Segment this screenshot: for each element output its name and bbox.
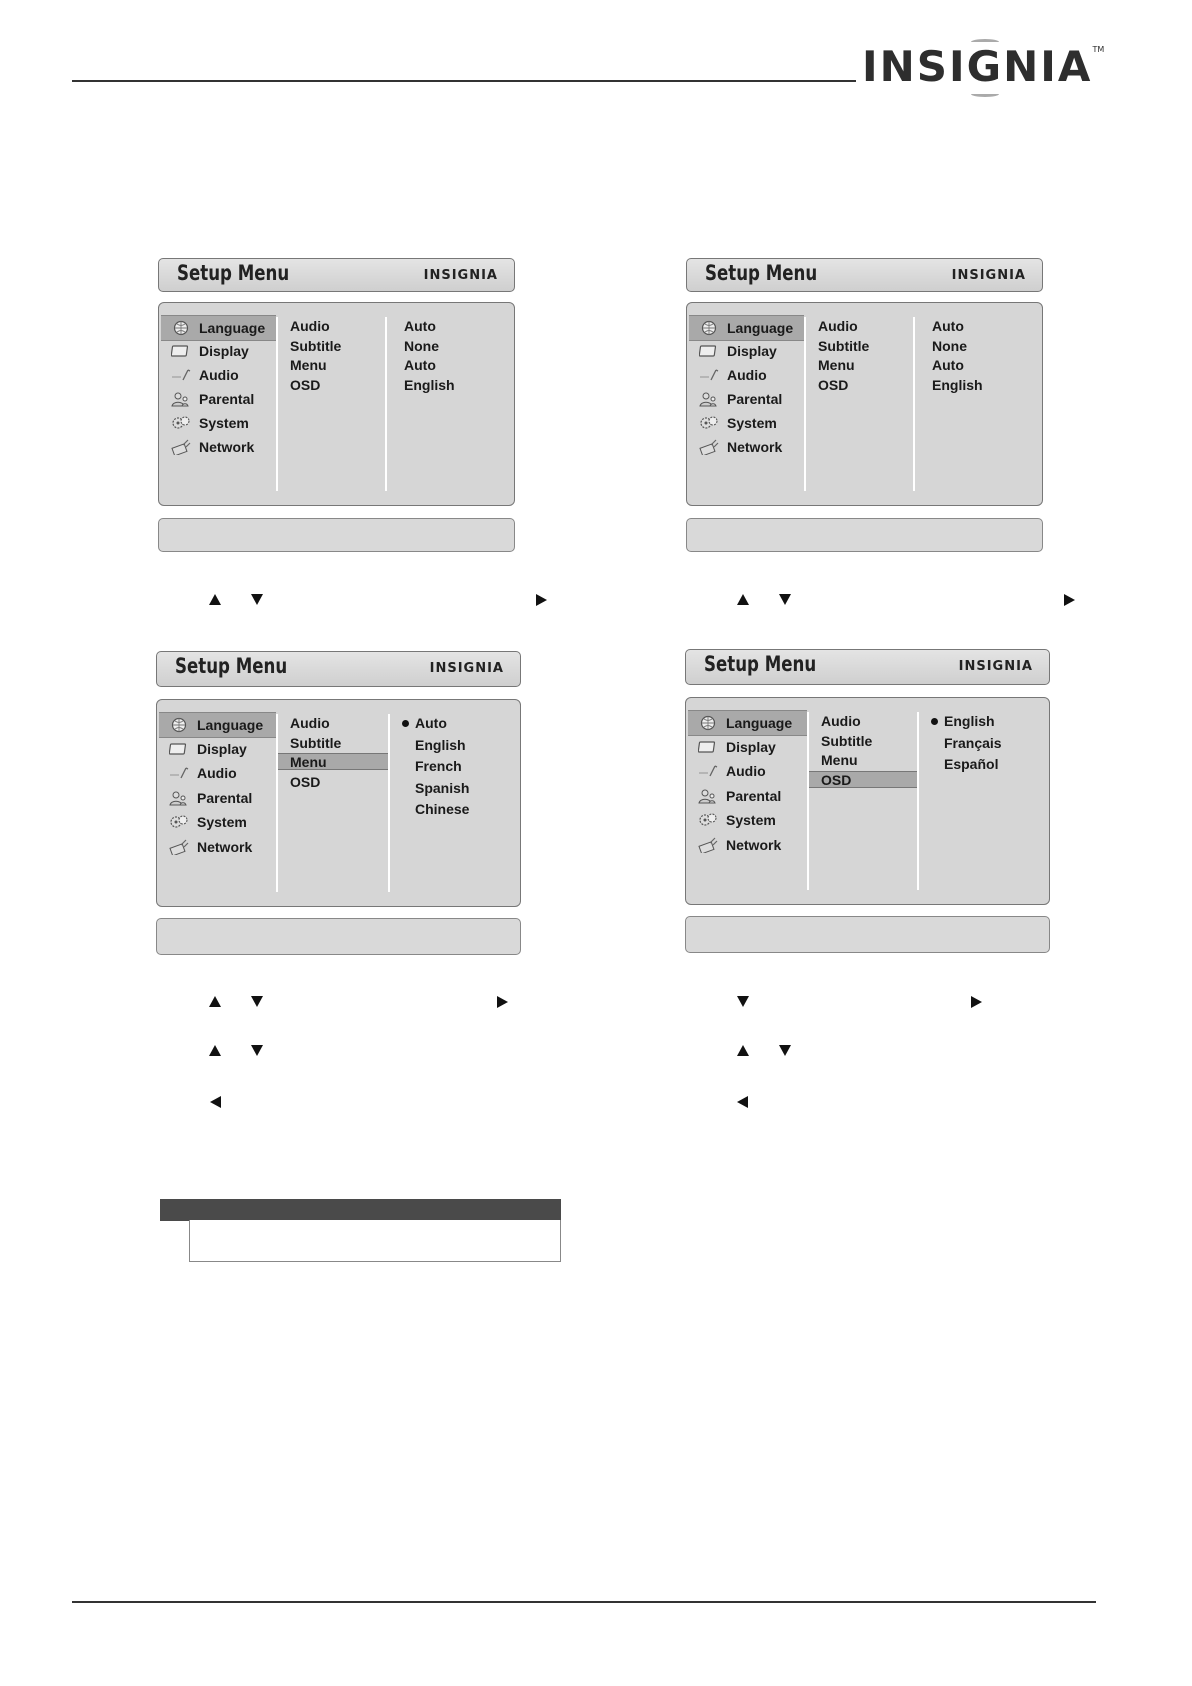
network-icon <box>171 439 191 455</box>
option-menu[interactable]: Menu <box>821 752 858 768</box>
up-arrow-icon <box>209 1045 221 1056</box>
option-audio[interactable]: Audio <box>818 318 858 334</box>
option-subtitle[interactable]: Subtitle <box>290 734 342 751</box>
parental-icon <box>699 391 719 407</box>
menu-body <box>158 302 515 506</box>
menu-item-label: Network <box>726 836 782 853</box>
menu-item-audio[interactable] <box>161 363 276 389</box>
screen-title: Setup Menu <box>705 261 818 285</box>
menu-item-label: Network <box>727 439 783 455</box>
choice-item[interactable]: Spanish <box>415 779 470 796</box>
audio-icon <box>171 367 191 383</box>
menu-body <box>685 697 1050 905</box>
parental-icon <box>698 788 718 804</box>
system-icon <box>171 415 191 431</box>
system-icon <box>698 812 718 828</box>
menu-item-label: Audio <box>197 765 237 781</box>
menu-body <box>686 302 1043 506</box>
option-menu[interactable]: Menu <box>290 357 327 373</box>
option-value: Auto <box>932 318 964 334</box>
menu-item-label: Parental <box>727 391 783 407</box>
left-arrow-icon <box>210 1096 221 1108</box>
audio-icon <box>169 765 189 781</box>
option-menu[interactable]: Menu <box>290 754 327 770</box>
screen-logo: INSIGNIA <box>429 661 504 676</box>
up-arrow-icon <box>737 594 749 605</box>
language-icon <box>171 320 191 336</box>
menu-item-display[interactable] <box>688 735 807 761</box>
menu-item-label: Language <box>726 715 793 731</box>
option-osd[interactable]: OSD <box>818 376 849 393</box>
menu-item-system[interactable] <box>689 411 804 437</box>
down-arrow-icon <box>779 594 791 605</box>
left-arrow-icon <box>737 1096 748 1108</box>
choice-item[interactable]: Auto <box>415 715 447 731</box>
status-bar <box>156 918 521 955</box>
title-bar <box>686 258 1043 292</box>
option-osd[interactable]: OSD <box>821 771 852 788</box>
menu-item-label: Audio <box>727 367 767 383</box>
menu-item-display[interactable] <box>159 737 276 763</box>
menu-item-label: Language <box>199 320 266 336</box>
option-value: English <box>932 376 983 393</box>
option-subtitle[interactable]: Subtitle <box>290 337 342 354</box>
menu-item-network[interactable] <box>161 435 276 461</box>
display-icon <box>698 739 718 755</box>
screen-logo: INSIGNIA <box>958 659 1033 674</box>
option-audio[interactable]: Audio <box>290 318 330 334</box>
menu-item-label: Display <box>726 738 776 755</box>
down-arrow-icon <box>251 996 263 1007</box>
option-value: None <box>404 337 439 354</box>
down-arrow-icon <box>251 1045 263 1056</box>
menu-item-system[interactable] <box>688 808 807 834</box>
menu-item-label: Parental <box>199 391 255 407</box>
setup-menu-screen-4 <box>685 649 1050 953</box>
insignia-logo: INSIGNIA™ <box>862 42 1105 91</box>
language-icon <box>698 715 718 731</box>
menu-item-label: Language <box>727 320 794 336</box>
option-subtitle[interactable]: Subtitle <box>818 337 870 354</box>
menu-item-language[interactable] <box>159 712 276 738</box>
menu-item-audio[interactable] <box>159 761 276 787</box>
option-audio[interactable]: Audio <box>290 715 330 731</box>
option-value: Auto <box>932 357 964 373</box>
display-icon <box>171 343 191 359</box>
setup-menu-screen-2 <box>686 258 1043 553</box>
menu-item-parental[interactable] <box>689 387 804 413</box>
option-menu[interactable]: Menu <box>818 357 855 373</box>
note-header <box>160 1199 561 1221</box>
screen-logo: INSIGNIA <box>951 268 1026 283</box>
network-icon <box>699 439 719 455</box>
menu-item-system[interactable] <box>159 810 276 836</box>
menu-item-parental[interactable] <box>161 387 276 413</box>
language-icon <box>699 320 719 336</box>
choice-item[interactable]: English <box>944 713 995 729</box>
menu-item-label: Audio <box>199 367 239 383</box>
menu-item-language[interactable] <box>161 315 276 341</box>
screen-title: Setup Menu <box>177 261 290 285</box>
menu-item-label: System <box>727 415 777 431</box>
network-icon <box>169 839 189 855</box>
down-arrow-icon <box>737 996 749 1007</box>
choice-item[interactable]: Español <box>944 756 999 772</box>
right-arrow-icon <box>971 996 982 1008</box>
option-value: Auto <box>404 318 436 334</box>
header-rule <box>72 80 856 82</box>
system-icon <box>169 814 189 830</box>
menu-item-label: Audio <box>726 763 766 779</box>
choice-item[interactable]: Chinese <box>415 801 470 817</box>
menu-item-audio[interactable] <box>689 363 804 389</box>
status-bar <box>158 518 515 552</box>
menu-item-display[interactable] <box>161 339 276 365</box>
selected-dot-icon <box>402 720 409 727</box>
option-value: English <box>404 376 455 393</box>
down-arrow-icon <box>251 594 263 605</box>
option-value: Auto <box>404 357 436 373</box>
menu-item-parental[interactable] <box>159 786 276 812</box>
menu-item-label: Parental <box>197 789 253 806</box>
screen-title: Setup Menu <box>704 652 817 676</box>
display-icon <box>169 741 189 757</box>
audio-icon <box>699 367 719 383</box>
menu-item-label: Display <box>199 343 249 359</box>
menu-item-display[interactable] <box>689 339 804 365</box>
menu-item-label: Network <box>199 439 255 455</box>
menu-item-label: Display <box>197 740 247 757</box>
title-bar <box>156 651 521 687</box>
option-value: None <box>932 337 967 354</box>
parental-icon <box>169 790 189 806</box>
option-osd[interactable]: OSD <box>290 376 321 393</box>
menu-item-label: Parental <box>726 787 782 804</box>
menu-item-label: Language <box>197 717 264 733</box>
menu-item-label: System <box>197 814 247 830</box>
option-audio[interactable]: Audio <box>821 713 861 729</box>
status-bar <box>686 518 1043 552</box>
menu-item-network[interactable] <box>159 835 276 861</box>
up-arrow-icon <box>737 1045 749 1056</box>
menu-item-language[interactable] <box>688 710 807 736</box>
choice-item[interactable]: English <box>415 736 466 753</box>
title-bar <box>158 258 515 292</box>
status-bar <box>685 916 1050 953</box>
up-arrow-icon <box>209 594 221 605</box>
menu-item-system[interactable] <box>161 411 276 437</box>
menu-item-label: System <box>199 415 249 431</box>
selected-dot-icon <box>931 718 938 725</box>
right-arrow-icon <box>1064 594 1075 606</box>
network-icon <box>698 837 718 853</box>
menu-body <box>156 699 521 907</box>
menu-item-label: System <box>726 812 776 828</box>
right-arrow-icon <box>536 594 547 606</box>
menu-item-network[interactable] <box>689 435 804 461</box>
language-icon <box>169 717 189 733</box>
menu-item-label: Display <box>727 343 777 359</box>
down-arrow-icon <box>779 1045 791 1056</box>
option-osd[interactable]: OSD <box>290 773 321 790</box>
choice-item[interactable]: Français <box>944 734 1002 751</box>
system-icon <box>699 415 719 431</box>
menu-item-network[interactable] <box>688 833 807 859</box>
parental-icon <box>171 391 191 407</box>
title-bar <box>685 649 1050 685</box>
menu-item-language[interactable] <box>689 315 804 341</box>
choice-item[interactable]: French <box>415 758 462 774</box>
footer-rule <box>72 1601 1096 1603</box>
setup-menu-screen-1 <box>158 258 515 553</box>
right-arrow-icon <box>497 996 508 1008</box>
menu-item-audio[interactable] <box>688 759 807 785</box>
option-subtitle[interactable]: Subtitle <box>821 732 873 749</box>
note-box <box>189 1220 561 1262</box>
audio-icon <box>698 763 718 779</box>
screen-title: Setup Menu <box>175 654 288 678</box>
screen-logo: INSIGNIA <box>423 268 498 283</box>
menu-item-parental[interactable] <box>688 784 807 810</box>
setup-menu-screen-3 <box>156 651 521 955</box>
menu-item-label: Network <box>197 838 253 855</box>
up-arrow-icon <box>209 996 221 1007</box>
display-icon <box>699 343 719 359</box>
